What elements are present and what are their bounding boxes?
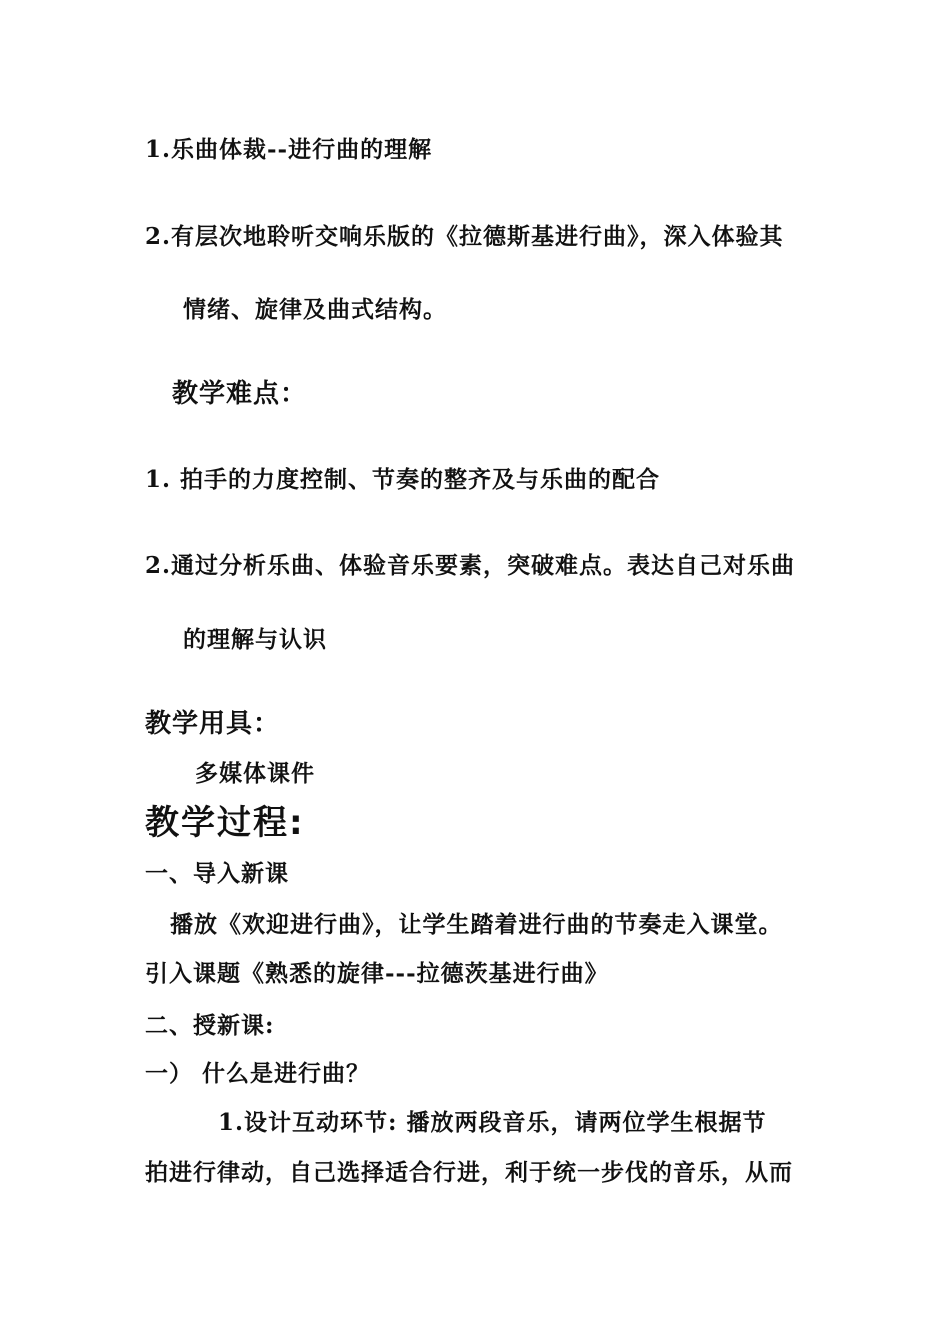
key-point-1: 1.乐曲体裁--进行曲的理解 <box>145 136 433 163</box>
sub1-line2: 拍进行律动，自己选择适合行进，利于统一步伐的音乐，从而 <box>145 1159 793 1186</box>
section1-line2: 引入课题《熟悉的旋律---拉德茨基进行曲》 <box>145 960 609 987</box>
difficulty-1: 1. 拍手的力度控制、节奏的整齐及与乐曲的配合 <box>145 466 661 493</box>
tools-content: 多媒体课件 <box>195 760 315 787</box>
difficulty-2-line1: 2.通过分析乐曲、体验音乐要素，突破难点。表达自己对乐曲 <box>145 552 796 579</box>
section1-line1: 播放《欢迎进行曲》，让学生踏着进行曲的节奏走入课堂。 <box>170 911 783 938</box>
difficulties-heading: 教学难点： <box>172 379 308 409</box>
difficulty-2-line2: 的理解与认识 <box>183 626 327 653</box>
key-point-2-line1: 2.有层次地聆听交响乐版的《拉德斯基进行曲》，深入体验其 <box>145 223 784 250</box>
section1-title: 一、导入新课 <box>145 860 289 887</box>
tools-heading: 教学用具： <box>145 709 281 739</box>
sub1-line1: 1.设计互动环节: 播放两段音乐，请两位学生根据节 <box>218 1109 767 1136</box>
section2-title: 二、授新课: <box>145 1012 275 1039</box>
sub1-title: 一） 什么是进行曲？ <box>145 1060 371 1087</box>
process-heading: 教学过程: <box>145 803 305 843</box>
key-point-2-line2: 情绪、旋律及曲式结构。 <box>183 296 447 323</box>
